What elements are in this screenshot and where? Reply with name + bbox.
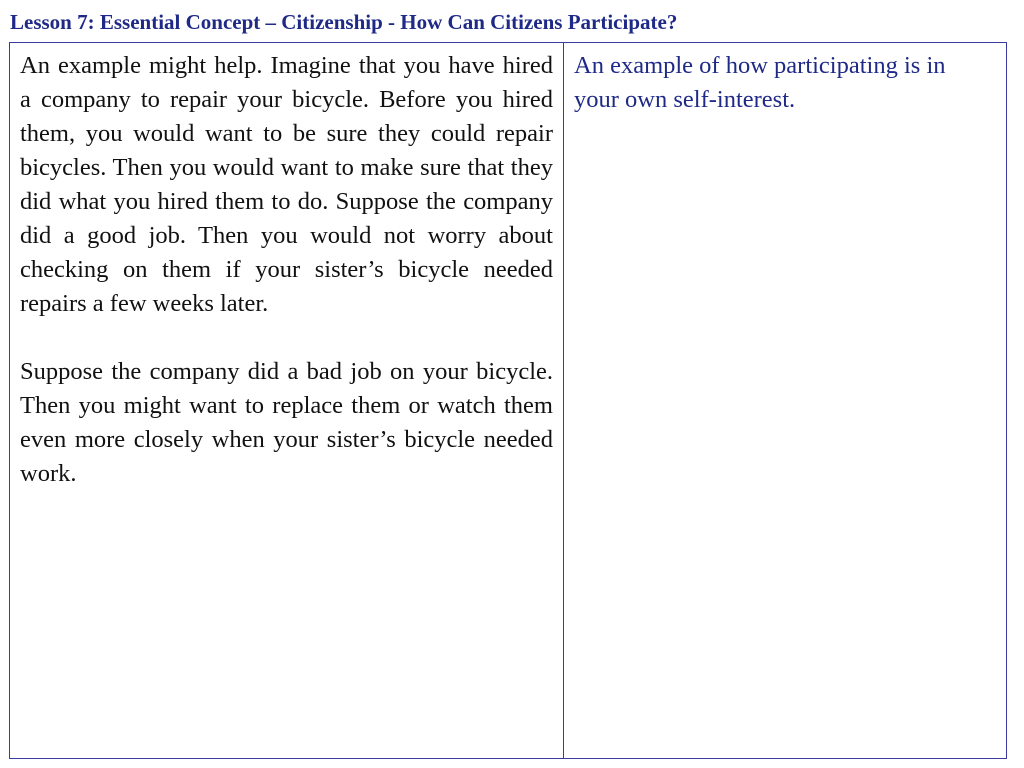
example-paragraph-1: An example might help. Imagine that you have hired a company to repair your bicycle. Before you hired them, you would want to be sure they could repair bicycles. Then you would want to make sure that they did what you hired them to do. Suppose the company did a good job. Then you would not worry about checking on them if your sister’s bicycle needed repairs a few weeks later. (20, 52, 553, 317)
content-table (9, 42, 1007, 759)
note-text: An example of how participating is in your own self-interest. (574, 52, 946, 113)
note-cell (564, 43, 1006, 758)
page-title: Lesson 7: Essential Concept – Citizenship - How Can Citizens Participate? (10, 10, 678, 34)
example-paragraph-2: Suppose the company did a bad job on your bicycle. Then you might want to replace them or watch them even more closely when your sister’s bicycle needed work. (20, 358, 553, 487)
example-text-cell (10, 43, 564, 758)
